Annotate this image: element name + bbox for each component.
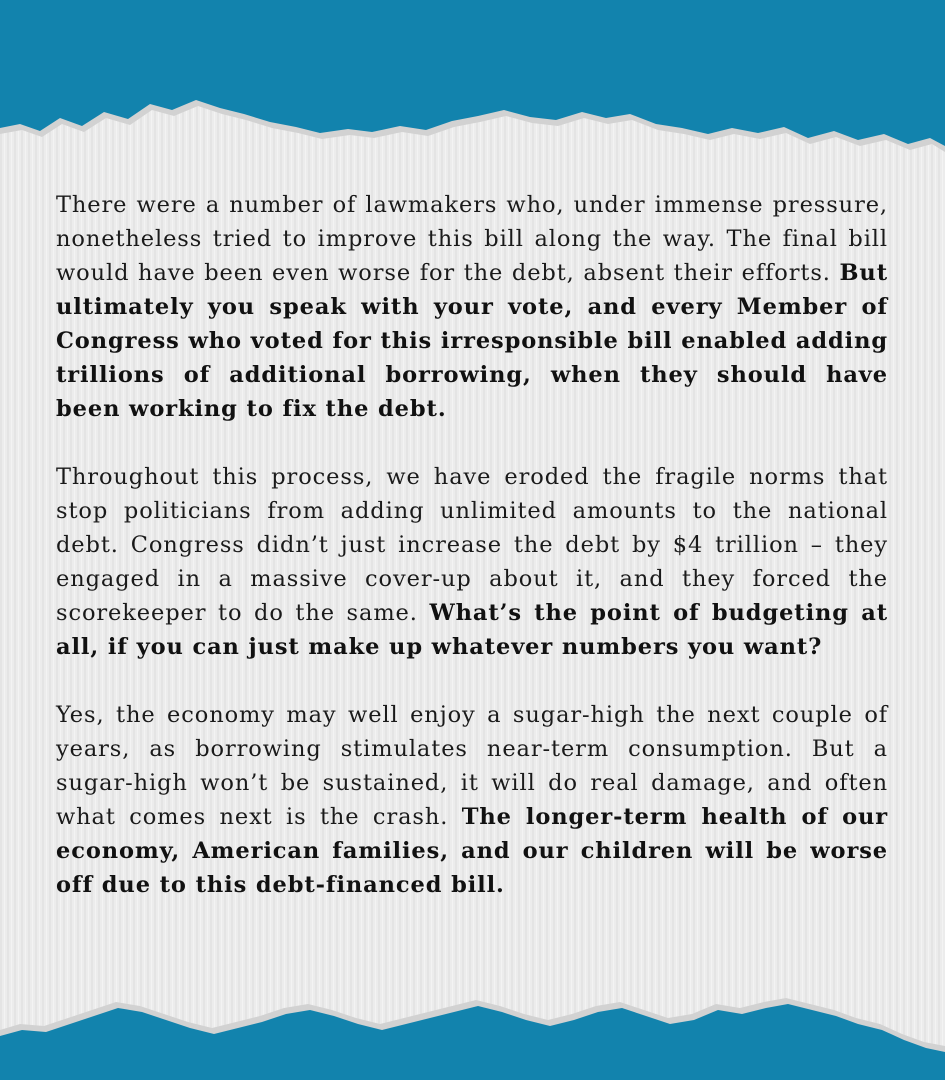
paragraph-3-bold: The longer-term health of our economy, American families, and our children will be worse off due to this debt-financed bill. <box>56 804 888 898</box>
paragraph-1 <box>56 188 888 426</box>
statement-text <box>56 188 888 936</box>
paragraph-1-bold: But ultimately you speak with your vote, and every Member of Congress who voted for this irresponsible bill enabled adding trillions of additional borrowing, when they should have been working to fix the debt. <box>56 260 888 422</box>
paragraph-2-regular: Throughout this process, we have eroded the fragile norms that stop politicians from adding unlimited amounts to the national debt. Congress didn’t just increase the debt by $4 trillion – they engaged in a massive cover-up about it, and they forced the scorekeeper to do the same. <box>56 464 888 626</box>
paragraph-2 <box>56 460 888 664</box>
paragraph-3-regular: Yes, the economy may well enjoy a sugar-high the next couple of years, as borrowing stimulates near-term consumption. But a sugar-high won’t be sustained, it will do real damage, and often what comes next is the crash. <box>56 702 888 830</box>
paragraph-3 <box>56 698 888 902</box>
paragraph-1-regular: There were a number of lawmakers who, under immense pressure, nonetheless tried to improve this bill along the way. The final bill would have been even worse for the debt, absent their efforts. <box>56 192 888 286</box>
paragraph-2-bold: What’s the point of budgeting at all, if you can just make up whatever numbers you want? <box>56 600 888 660</box>
